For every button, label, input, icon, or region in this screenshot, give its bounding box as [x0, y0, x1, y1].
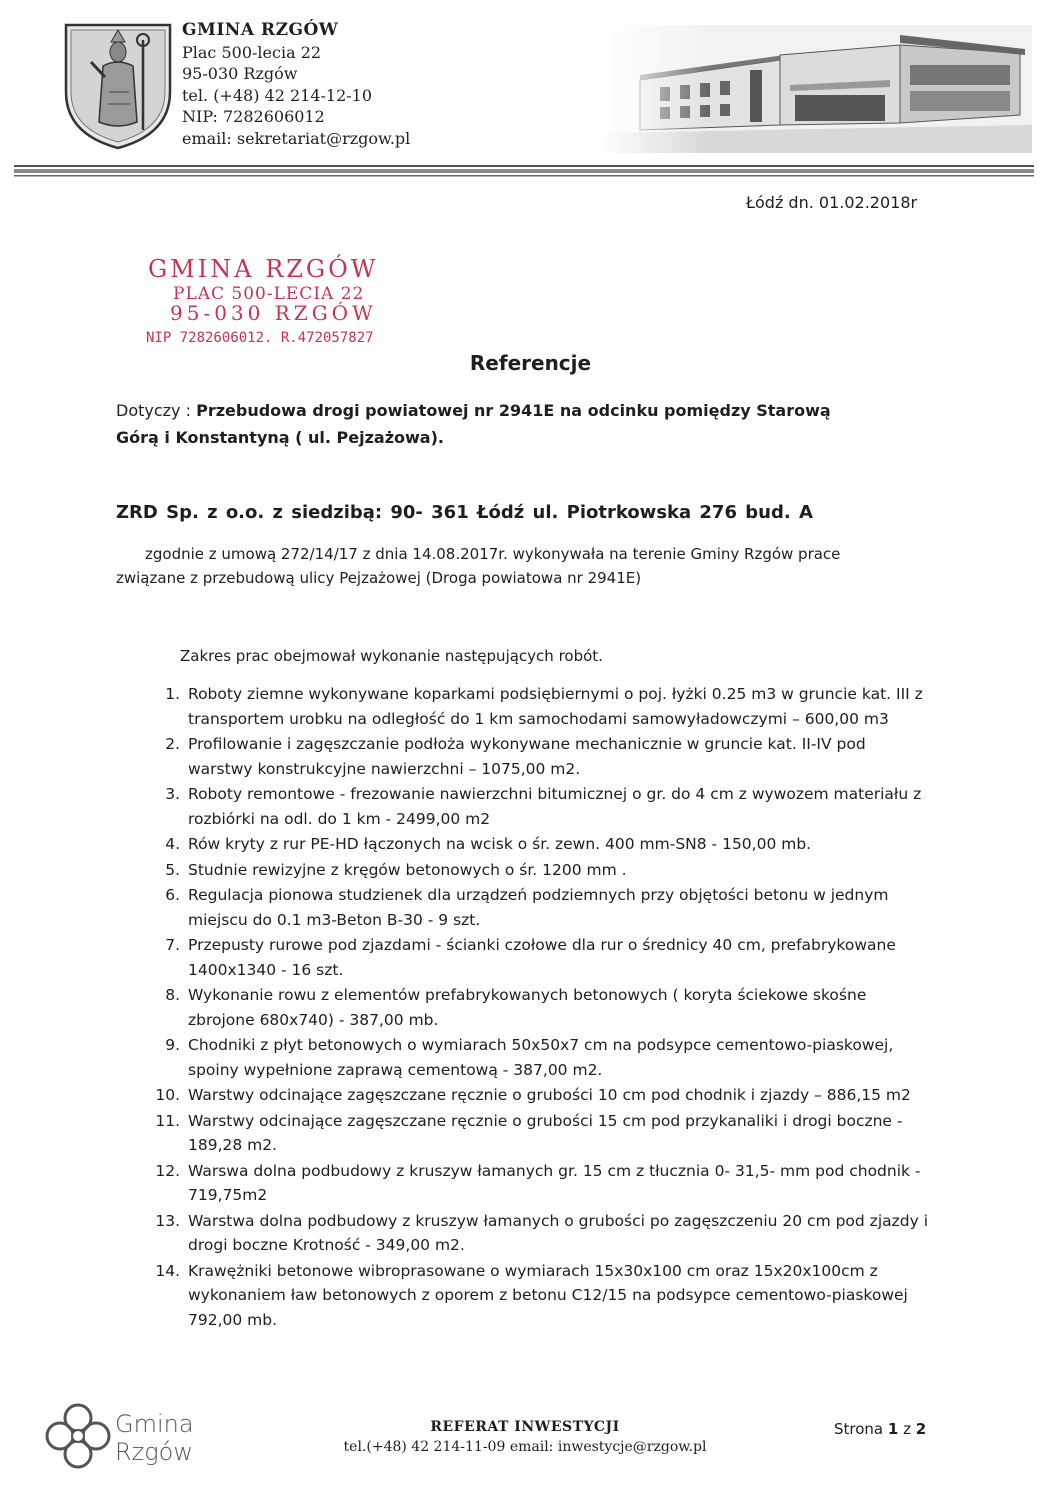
- list-item-text: Regulacja pionowa studzienek dla urządzeń podziemnych przy objętości betonu w jednym miejscu do 0.1 m3-Beton B-30 - 9 szt.: [188, 886, 889, 929]
- page-separator: z: [903, 1420, 911, 1438]
- list-item-number: 14.: [155, 1261, 180, 1280]
- list-item-number: 11.: [155, 1111, 180, 1130]
- page-indicator: [834, 1420, 926, 1438]
- company-line: ZRD Sp. z o.o. z siedzibą: 90- 361 Łódź ul. Piotrkowska 276 bud. A: [116, 502, 813, 523]
- list-item-text: Przepusty rurowe pod zjazdami - ścianki czołowe dla rur o średnicy 40 cm, prefabrykowane 1400x1340 - 16 szt.: [188, 936, 896, 979]
- list-item-number: 6.: [165, 886, 180, 904]
- header-address-block: [182, 20, 410, 149]
- list-item-number: 13.: [155, 1211, 180, 1230]
- intro-line-1: zgodnie z umową 272/14/17 z dnia 14.08.2017r. wykonywała na terenie Gminy Rzgów prace: [145, 545, 841, 563]
- list-item-text: Rów kryty z rur PE-HD łączonych na wcisk o śr. zewn. 400 mm-SN8 - 150,00 mb.: [188, 835, 812, 853]
- list-item-text: Warswa dolna podbudowy z kruszyw łamanych gr. 15 cm z tłucznia 0- 31,5- mm pod chodnik - 719,75m2: [188, 1161, 921, 1204]
- list-item: [130, 832, 930, 857]
- list-item-number: 9.: [165, 1036, 180, 1054]
- official-stamp: [128, 254, 418, 354]
- list-item-text: Roboty ziemne wykonywane koparkami podsiębiernymi o poj. łyżki 0.25 m3 w gruncie kat. III z transportem urobku na odległość do 1 km samochodami samowyładowczymi – 600,00 m3: [188, 685, 923, 728]
- footer-contact: [310, 1417, 740, 1457]
- list-item-number: 10.: [155, 1086, 180, 1104]
- list-item: [130, 1083, 930, 1108]
- list-item: [130, 933, 930, 982]
- list-item-text: Warstwa dolna podbudowy z kruszyw łamanych o grubości po zagęszczeniu 20 cm pod zjazdy i drogi boczne Krotność - 349,00 m2.: [188, 1211, 929, 1254]
- org-name: GMINA RZGÓW: [182, 20, 339, 40]
- header-divider: [14, 165, 1034, 179]
- list-item-text: Profilowanie i zagęszczanie podłoża wykonywane mechanicznie w gruncie kat. II-IV pod warstwy konstrukcyjne nawierzchni – 1075,00 m2.: [188, 735, 866, 778]
- gmina-rzgow-logo-icon: [40, 1400, 116, 1472]
- town-hall-building-image: [600, 25, 1032, 153]
- list-item-text: Roboty remontowe - frezowanie nawierzchni bitumicznej o gr. do 4 cm z wywozem materiału z rozbiórki na odl. do 1 km - 2499,00 m2: [188, 785, 922, 828]
- regarding-text: Przebudowa drogi powiatowej nr 2941E na odcinku pomiędzy Starową Górą i Konstantyną ( ul. Pejzażowa).: [116, 401, 831, 447]
- list-item-number: 3.: [165, 785, 180, 803]
- page-total: 2: [915, 1420, 927, 1438]
- org-address: Plac 500-lecia 22: [182, 42, 322, 62]
- list-item-number: 1.: [165, 685, 180, 703]
- list-item: [130, 858, 930, 883]
- org-nip: NIP: 7282606012: [182, 107, 325, 126]
- document-title: Referencje: [469, 351, 592, 375]
- intro-line-2: związane z przebudową ulicy Pejzażowej (Droga powiatowa nr 2941E): [116, 569, 642, 587]
- list-item-number: 12.: [155, 1161, 180, 1180]
- footer-logo-line-1: Gmina: [115, 1410, 194, 1438]
- list-item-text: Wykonanie rowu z elementów prefabrykowanych betonowych ( koryta ściekowe skośne zbrojone 680x740) - 387,00 mb.: [188, 986, 867, 1029]
- org-postal: 95-030 Rzgów: [182, 64, 298, 83]
- list-item: [130, 682, 930, 731]
- footer-department: REFERAT INWESTYCJI: [430, 1419, 620, 1435]
- list-item: [130, 1209, 930, 1258]
- footer-contact-line: tel.(+48) 42 214-11-09 email: inwestycje@rzgow.pl: [343, 1439, 707, 1455]
- list-item-text: Warstwy odcinające zagęszczane ręcznie o grubości 10 cm pod chodnik i zjazdy – 886,15 m2: [188, 1086, 911, 1104]
- page-current: 1: [887, 1420, 899, 1438]
- intro-paragraph: [116, 542, 896, 590]
- list-item: [130, 1259, 930, 1333]
- regarding-label: Dotyczy :: [116, 401, 191, 420]
- list-item: [130, 1159, 930, 1208]
- stamp-line-3: 95-030 RZGÓW: [170, 301, 377, 325]
- list-item-number: 5.: [165, 860, 180, 879]
- list-item: [130, 1109, 930, 1158]
- stamp-line-1: GMINA RZGÓW: [148, 255, 379, 283]
- list-item-number: 2.: [165, 735, 180, 753]
- list-item: [130, 983, 930, 1032]
- work-list: [130, 682, 930, 1333]
- coat-of-arms-icon: [63, 22, 173, 150]
- list-item-text: Krawężniki betonowe wibroprasowane o wymiarach 15x30x100 cm oraz 15x20x100cm z wykonaniem ław betonowych z oporem z betonu C12/15 na podsypce cementowo-piaskowej 792,00 mb.: [188, 1261, 908, 1329]
- list-item-number: 7.: [165, 936, 180, 954]
- stamp-line-4: NIP 7282606012. R.472057827: [146, 330, 374, 346]
- list-item-text: Warstwy odcinające zagęszczane ręcznie o grubości 15 cm pod przykanaliki i drogi boczne - 189,28 m2.: [188, 1111, 903, 1154]
- page-label: Strona: [834, 1420, 884, 1438]
- regarding-block: [116, 397, 876, 451]
- list-item: [130, 1033, 930, 1082]
- list-item: [130, 782, 930, 831]
- list-item-text: Studnie rewizyjne z kręgów betonowych o śr. 1200 mm .: [188, 860, 627, 879]
- list-item: [130, 883, 930, 932]
- org-phone: tel. (+48) 42 214-12-10: [182, 85, 373, 105]
- list-item: [130, 732, 930, 781]
- stamp-line-2: PLAC 500-LECIA 22: [173, 284, 365, 304]
- list-item-number: 4.: [165, 835, 180, 853]
- footer-logo-line-2: Rzgów: [115, 1438, 193, 1466]
- document-date: Łódź dn. 01.02.2018r: [746, 193, 918, 212]
- list-item-number: 8.: [165, 986, 180, 1004]
- org-email: email: sekretariat@rzgow.pl: [182, 128, 411, 148]
- list-item-text: Chodniki z płyt betonowych o wymiarach 50x50x7 cm na podsypce cementowo-piaskowej, spoiny wypełnione zaprawą cementową - 387,00 m2.: [188, 1036, 894, 1079]
- scope-intro: Zakres prac obejmował wykonanie następujących robót.: [180, 647, 603, 665]
- footer-logo-text: [115, 1410, 194, 1466]
